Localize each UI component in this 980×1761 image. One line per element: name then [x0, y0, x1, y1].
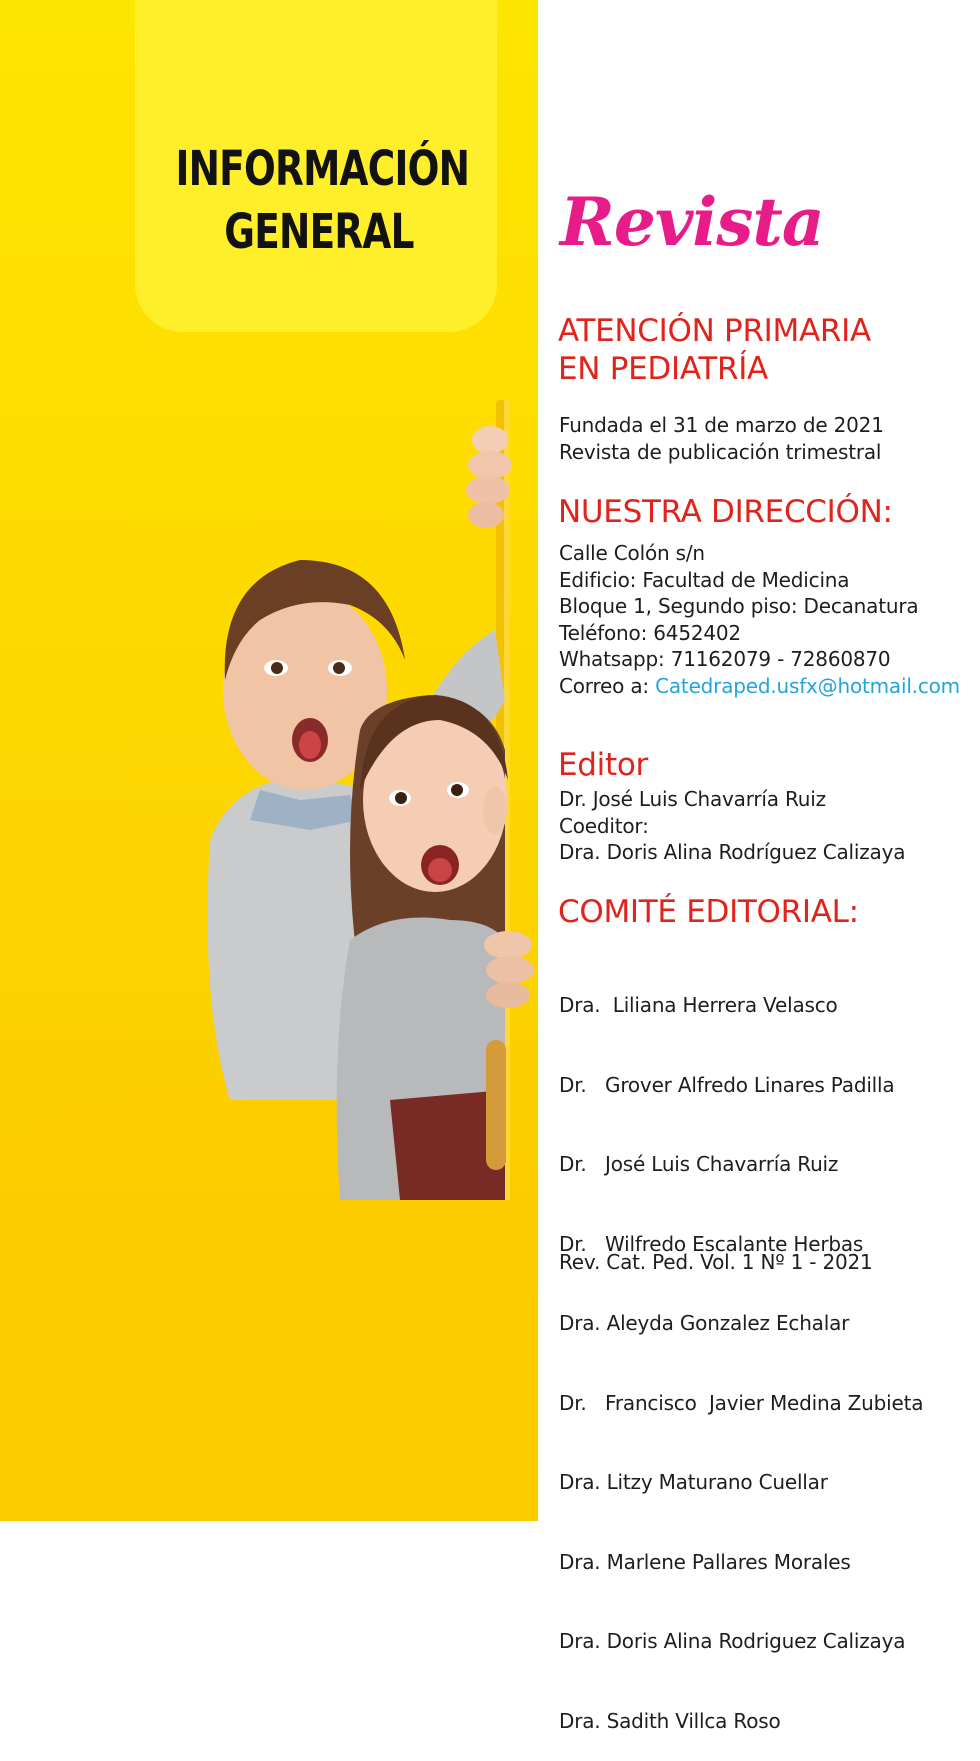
address-line: Calle Colón s/n: [559, 541, 705, 565]
committee-member: Dra. Doris Alina Rodriguez Calizaya: [559, 1629, 906, 1653]
coeditor-label: Coeditor:: [559, 813, 649, 838]
founded-text: Fundada el 31 de marzo de 2021: [559, 413, 884, 437]
magazine-name-line2: EN PEDIATRÍA: [558, 351, 768, 387]
children-illustration: [190, 400, 538, 1210]
magazine-name: [558, 312, 871, 388]
magazine-name-line1: ATENCIÓN PRIMARIA: [558, 313, 871, 349]
committee-member: Dr. Grover Alfredo Linares Padilla: [559, 1072, 895, 1097]
email-line: [559, 673, 960, 700]
editor-heading: Editor: [558, 747, 648, 783]
committee-member: Dra. Marlene Pallares Morales: [559, 1549, 851, 1574]
committee-heading: COMITÉ EDITORIAL:: [558, 894, 859, 930]
committee-list: [559, 939, 923, 1761]
magazine-info: [559, 412, 884, 465]
section-title-line1: INFORMACIÓN: [175, 141, 470, 197]
section-title: [175, 138, 470, 264]
address-line: Bloque 1, Segundo piso: Decanatura: [559, 594, 919, 618]
committee-member: Dra. Litzy Maturano Cuellar: [559, 1470, 828, 1494]
magazine-brand: Revista: [560, 183, 824, 261]
committee-member: Dra. Sadith Villca Roso: [559, 1708, 781, 1733]
email-label: Correo a:: [559, 673, 656, 698]
email-link[interactable]: Catedraped.usfx@hotmail.com: [655, 673, 960, 698]
editor-block: [559, 786, 905, 866]
section-title-line2: GENERAL: [224, 204, 414, 260]
citation: Rev. Cat. Ped. Vol. 1 Nº 1 - 2021: [559, 1250, 873, 1274]
committee-member: Dr. Francisco Javier Medina Zubieta: [559, 1390, 924, 1415]
editor-name: Dr. José Luis Chavarría Ruiz: [559, 787, 826, 811]
whatsapp-line: Whatsapp: 71162079 - 72860870: [559, 647, 891, 671]
coeditor-name: Dra. Doris Alina Rodríguez Calizaya: [559, 840, 906, 864]
phone-line: Teléfono: 6452402: [559, 620, 741, 645]
address-heading: NUESTRA DIRECCIÓN:: [558, 494, 893, 530]
committee-member: Dr. Wilfredo Escalante Herbas: [559, 1231, 864, 1256]
committee-member: Dra. Aleyda Gonzalez Echalar: [559, 1311, 850, 1335]
address-line: Edificio: Facultad de Medicina: [559, 567, 850, 592]
address-block: [559, 540, 960, 699]
committee-member: Dra. Liliana Herrera Velasco: [559, 993, 838, 1017]
committee-member: Dr. José Luis Chavarría Ruiz: [559, 1152, 839, 1176]
frequency-text: Revista de publicación trimestral: [559, 439, 882, 464]
